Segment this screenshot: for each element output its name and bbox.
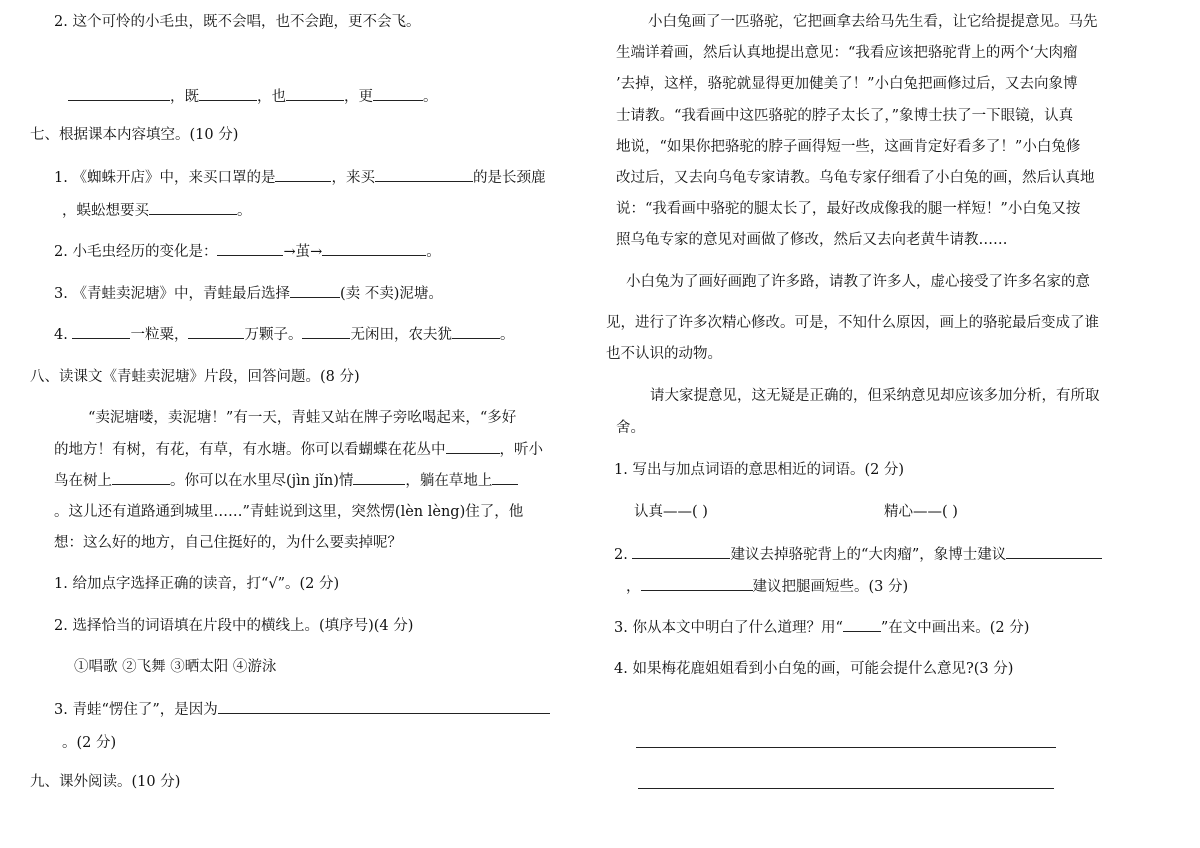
answer-blank[interactable]: [68, 86, 170, 101]
r-q4: 4. 如果梅花鹿姐姐看到小白兔的画，可能会提什么意见?(3 分): [614, 661, 1014, 677]
s8-q1: 1. 给加点字选择正确的读音，打“√”。(2 分): [54, 576, 340, 592]
reading-passage-line: 见，进行了许多次精心修改。可是，不知什么原因，画上的骆驼最后变成了谁: [606, 315, 1099, 331]
answer-blank[interactable]: [353, 470, 405, 485]
r-q1-answer-b[interactable]: 精心——( ): [884, 504, 958, 520]
answer-blank[interactable]: [199, 86, 257, 101]
s8-q2: 2. 选择恰当的词语填在片段中的横线上。(填序号)(4 分): [54, 618, 414, 634]
reading-passage-line: 生端详着画，然后认真地提出意见：“我看应该把骆驼背上的两个‘大肉瘤: [616, 45, 1078, 61]
answer-blank[interactable]: [218, 699, 550, 714]
passage-8-line: “卖泥塘喽，卖泥塘！”有一天，青蛙又站在牌子旁吆喝起来，“多好: [88, 410, 517, 426]
answer-blank[interactable]: [373, 86, 423, 101]
answer-blank[interactable]: [641, 576, 753, 591]
passage-8-line: 的地方！有树，有花，有草，有水塘。你可以看蝴蝶在花丛中 ，听小: [54, 439, 543, 460]
answer-blank[interactable]: [112, 470, 170, 485]
answer-blank[interactable]: [286, 86, 344, 101]
reading-passage-line: 地说，“如果你把骆驼的脖子画得短一些，这画肯定好看多了！”小白兔修: [616, 139, 1081, 155]
answer-blank[interactable]: [290, 283, 340, 298]
reading-passage-line: 也不认识的动物。: [606, 346, 722, 362]
s7-q1-line1: 1. 《蜘蛛开店》中，来买口罩的是 ，来买 的是长颈鹿: [54, 167, 545, 188]
r-q2-line1: 2. 建议去掉骆驼背上的“大肉瘤”，象博士建议: [614, 544, 1102, 565]
answer-blank[interactable]: [149, 200, 237, 215]
answer-blank[interactable]: [302, 324, 350, 339]
reading-passage-line: 说：“我看画中骆驼的腿太长了，最好改成像我的腿一样短！”小白兔又按: [616, 201, 1081, 217]
answer-blank[interactable]: [375, 167, 473, 182]
q2-text: 2. 这个可怜的小毛虫，既不会唱，也不会跑，更不会飞。: [54, 14, 421, 30]
answer-line[interactable]: [638, 788, 1054, 789]
reading-passage-line: 改过后，又去向乌龟专家请教。乌龟专家仔细看了小白兔的画，然后认真地: [616, 170, 1095, 186]
answer-blank[interactable]: [452, 324, 500, 339]
passage-8-line: 想：这么好的地方，自己住挺好的，为什么要卖掉呢？: [54, 535, 402, 551]
answer-blank[interactable]: [446, 439, 500, 454]
reading-passage-line: 请大家提意见，这无疑是正确的，但采纳意见却应该多加分析，有所取: [650, 388, 1100, 404]
r-q3: 3. 你从本文中明白了什么道理？用“ ”在文中画出来。(2 分): [614, 617, 1029, 638]
answer-blank[interactable]: [188, 324, 244, 339]
answer-blank[interactable]: [632, 544, 730, 559]
s8-q2-options: ①唱歌 ②飞舞 ③晒太阳 ④游泳: [74, 659, 277, 675]
answer-blank[interactable]: [492, 470, 518, 485]
r-q1: 1. 写出与加点词语的意思相近的词语。(2 分): [614, 462, 905, 478]
answer-blank[interactable]: [217, 241, 283, 256]
reading-passage-line: 小白兔画了一匹骆驼，它把画拿去给马先生看，让它给提提意见。马先: [648, 14, 1098, 30]
reading-passage-line: ’去掉，这样，骆驼就显得更加健美了！”小白兔把画修过后，又去向象博: [616, 76, 1078, 92]
passage-8-line: 鸟在树上 。你可以在水里尽(jìn jǐn)情 ，躺在草地上: [54, 470, 518, 491]
r-q1-answer-a[interactable]: 认真——( ): [634, 504, 708, 520]
answer-blank[interactable]: [1006, 544, 1102, 559]
answer-blank[interactable]: [275, 167, 331, 182]
s7-q2: 2. 小毛虫经历的变化是： →茧→ 。: [54, 241, 441, 262]
q2-fill-line: ，既 ，也 ，更 。: [68, 86, 438, 107]
section-7-title: 七、根据课本内容填空。(10 分): [30, 127, 239, 143]
section-9-title: 九、课外阅读。(10 分): [30, 774, 181, 790]
reading-passage-line: 舍。: [616, 420, 645, 436]
answer-blank[interactable]: [72, 324, 130, 339]
passage-8-line: 。这儿还有道路通到城里……”青蛙说到这里，突然愣(lèn lèng)住了，他: [54, 504, 524, 520]
r-q2-line2: ， 建议把腿画短些。(3 分): [626, 576, 908, 597]
s8-q3-line2: 。(2 分): [62, 735, 117, 751]
reading-passage-line: 士请教。“我看画中这匹骆驼的脖子太长了，”象博士扶了一下眼镜，认真: [616, 108, 1074, 124]
s7-q4: 4. 一粒粟， 万颗子。 无闲田，农夫犹 。: [54, 324, 514, 345]
reading-passage-line: 照乌龟专家的意见对画做了修改，然后又去向老黄牛请教……: [616, 232, 1008, 248]
s8-q3-line1: 3. 青蛙“愣住了”，是因为: [54, 699, 550, 720]
s7-q1-line2: ，蜈蚣想要买 。: [62, 200, 252, 221]
s7-q3: 3. 《青蛙卖泥塘》中，青蛙最后选择 (卖 不卖)泥塘。: [54, 283, 443, 304]
answer-blank[interactable]: [843, 617, 881, 632]
answer-line[interactable]: [636, 747, 1056, 748]
answer-blank[interactable]: [322, 241, 426, 256]
section-8-title: 八、读课文《青蛙卖泥塘》片段，回答问题。(8 分): [30, 369, 360, 385]
reading-passage-line: 小白兔为了画好画跑了许多路，请教了许多人，虚心接受了许多名家的意: [626, 274, 1090, 290]
